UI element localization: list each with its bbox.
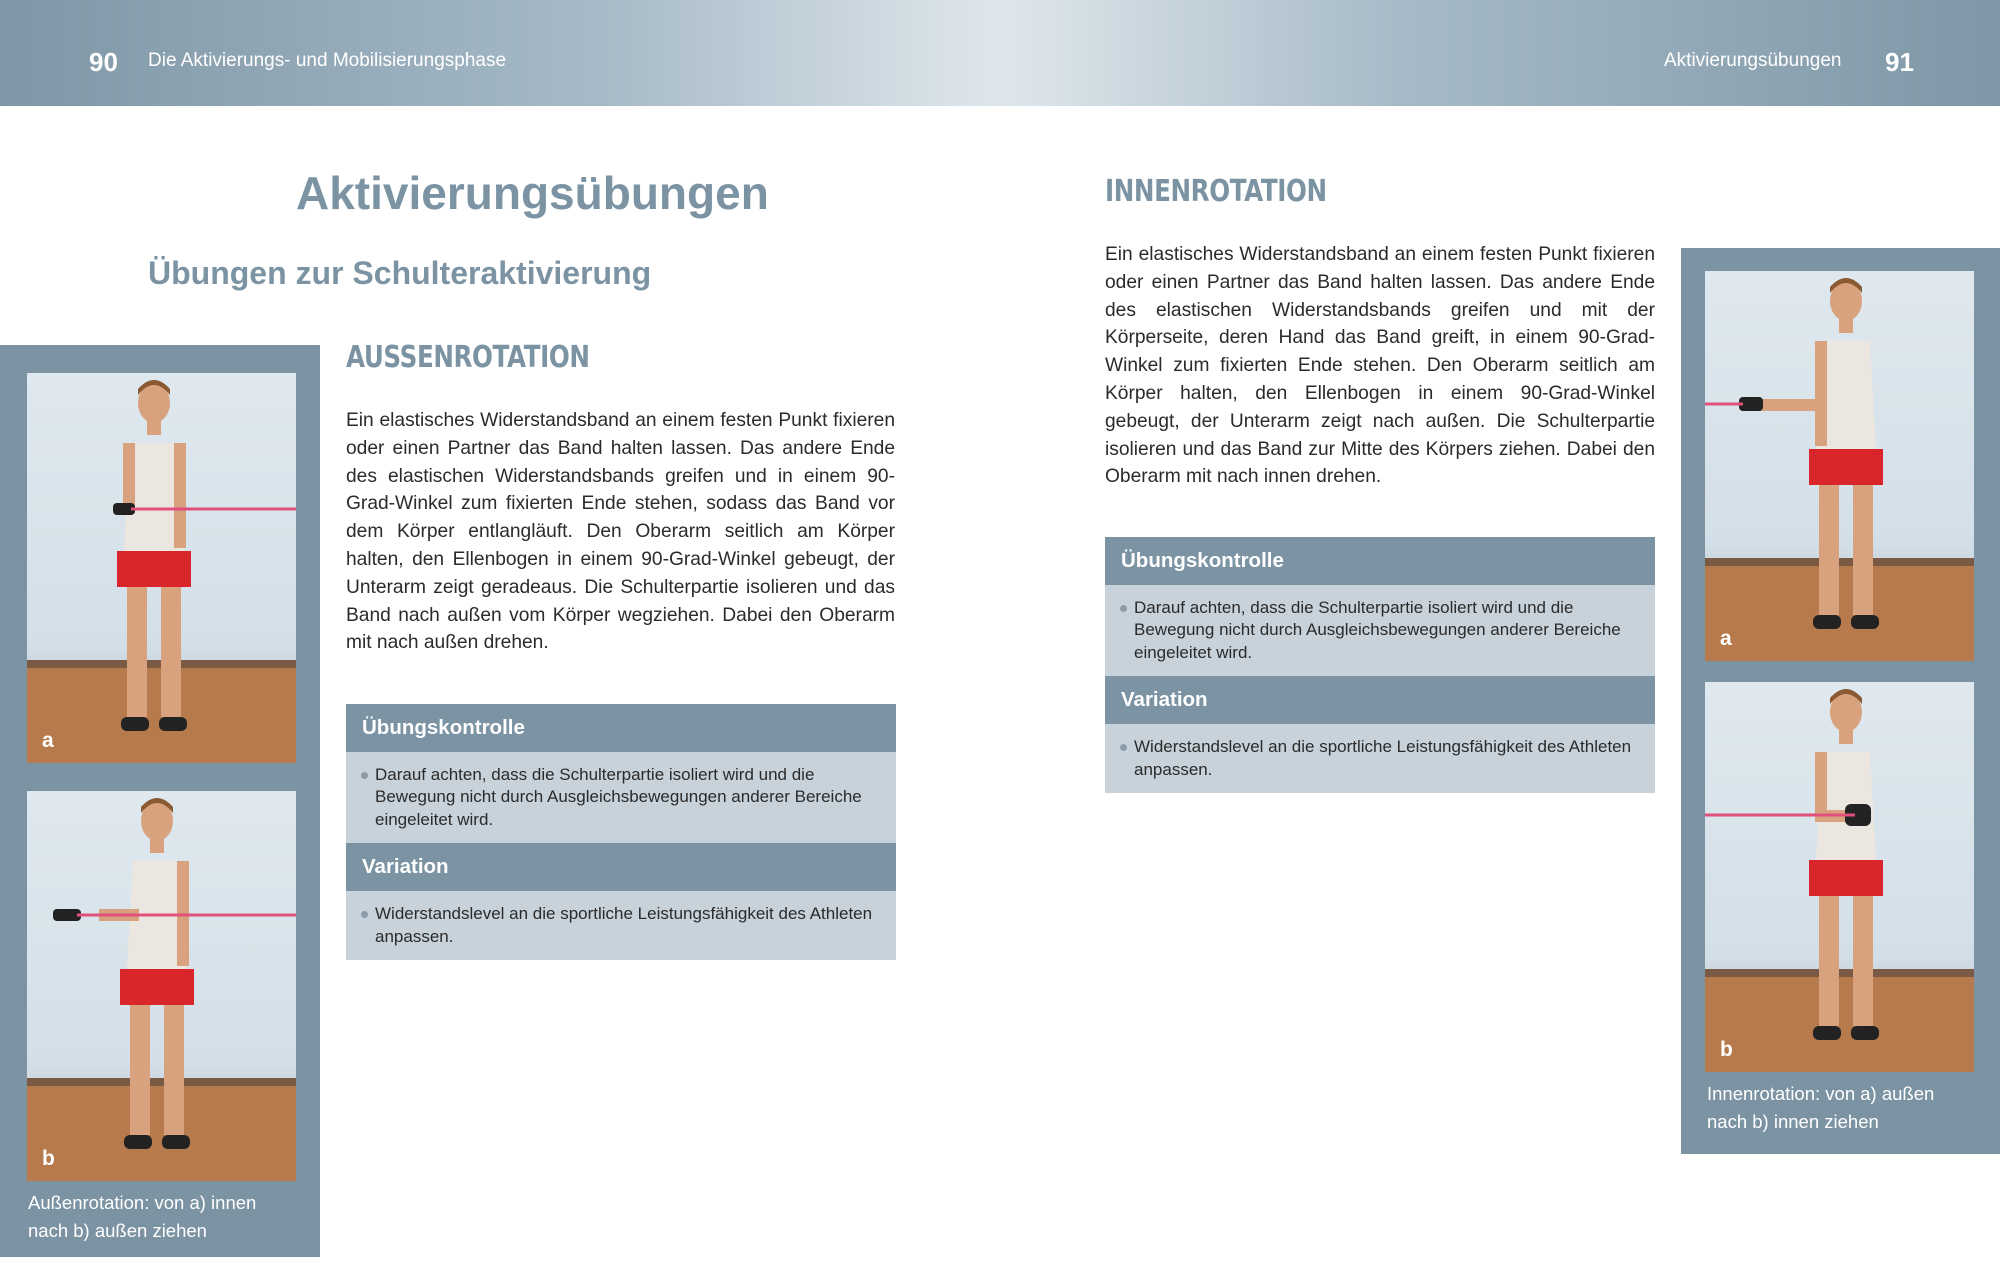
bullet-icon <box>361 772 368 779</box>
photo-caption: Innenrotation: von a) außen nach b) innen ziehen <box>1707 1083 1935 1132</box>
bullet-icon <box>1120 605 1127 612</box>
variation-heading: Variation <box>1105 676 1655 724</box>
exercise-title-innenrotation: INNENROTATION <box>1105 174 1327 209</box>
variation-text: Widerstandslevel an die sportliche Leistungsfähigkeit des Athleten anpassen. <box>375 904 873 946</box>
athlete-illustration <box>27 791 296 1181</box>
left-chapter-title: Die Aktivierungs- und Mobilisierungsphase <box>148 50 507 71</box>
photo-label-b: b <box>1720 1038 1733 1061</box>
photo-label-b: b <box>42 1147 55 1170</box>
control-heading: Übungskontrolle <box>1105 537 1655 585</box>
photo-internal-rotation-a <box>1705 271 1974 661</box>
exercise-title-aussenrotation: AUSSENROTATION <box>346 340 590 375</box>
control-item <box>1105 585 1655 676</box>
right-chapter-title: Aktivierungsübungen <box>1664 50 1842 71</box>
photo-label-a: a <box>42 729 54 752</box>
page-title: Aktivierungsübungen <box>296 167 769 219</box>
photo-external-rotation-a <box>27 373 296 763</box>
bullet-icon <box>1120 744 1127 751</box>
athlete-illustration <box>1705 682 1974 1072</box>
exercise-info-box <box>346 704 896 960</box>
section-subtitle: Übungen zur Schulteraktivierung <box>148 255 652 291</box>
photo-internal-rotation-b <box>1705 682 1974 1072</box>
variation-item <box>346 891 896 960</box>
photo-caption: Außenrotation: von a) innen nach b) außen ziehen <box>28 1192 257 1241</box>
right-page-number: 91 <box>1885 47 1914 77</box>
athlete-illustration <box>27 373 296 763</box>
athlete-illustration <box>1705 271 1974 661</box>
left-page-number: 90 <box>89 47 118 77</box>
running-header <box>0 0 2000 106</box>
control-heading: Übungskontrolle <box>346 704 896 752</box>
exercise-description: Ein elastisches Widerstandsband an einem festen Punkt fixieren oder einen Partner das Band halten lassen. Das andere Ende des elastischen Widerstandsbands greifen und in einem 90-Grad-Winkel zum fixierten Ende stehen, sodass das Band vor dem Körper entlangläuft. Den Oberarm seitlich am Körper halten, den Ellenbogen in einem 90-Grad-Winkel gebeugt, der Unterarm zeigt geradeaus. Die Schulterpartie isolieren und das Band nach außen vom Körper wegziehen. Dabei den Oberarm mit nach außen drehen. <box>346 410 895 654</box>
control-text: Darauf achten, dass die Schulterpartie isoliert wird und die Bewegung nicht durch Ausgleichsbewegungen anderer Bereiche eingeleitet wird. <box>1134 598 1621 662</box>
variation-item <box>1105 724 1655 793</box>
left-photo-panel <box>0 345 320 1257</box>
exercise-info-box <box>1105 537 1655 793</box>
right-photo-panel <box>1681 248 2000 1154</box>
bullet-icon <box>361 911 368 918</box>
variation-text: Widerstandslevel an die sportliche Leistungsfähigkeit des Athleten anpassen. <box>1134 737 1632 779</box>
exercise-description: Ein elastisches Widerstandsband an einem festen Punkt fixieren oder einen Partner das Band halten lassen. Das andere Ende des elastischen Widerstandsbands greifen und mit der Körperseite, deren Hand das Band greift, in einem 90-Grad-Winkel zum fixierten Ende stehen. Den Oberarm seitlich am Körper halten, den Ellenbogen in einem 90-Grad-Winkel gebeugt, der Unterarm zeigt nach außen. Die Schulterpartie isolieren und das Band zur Mitte des Körpers ziehen. Dabei den Oberarm mit nach innen drehen. <box>1105 244 1655 488</box>
control-text: Darauf achten, dass die Schulterpartie isoliert wird und die Bewegung nicht durch Ausgleichsbewegungen anderer Bereiche eingeleitet wird. <box>375 765 862 829</box>
photo-label-a: a <box>1720 627 1732 650</box>
control-item <box>346 752 896 843</box>
variation-heading: Variation <box>346 843 896 891</box>
photo-external-rotation-b <box>27 791 296 1181</box>
